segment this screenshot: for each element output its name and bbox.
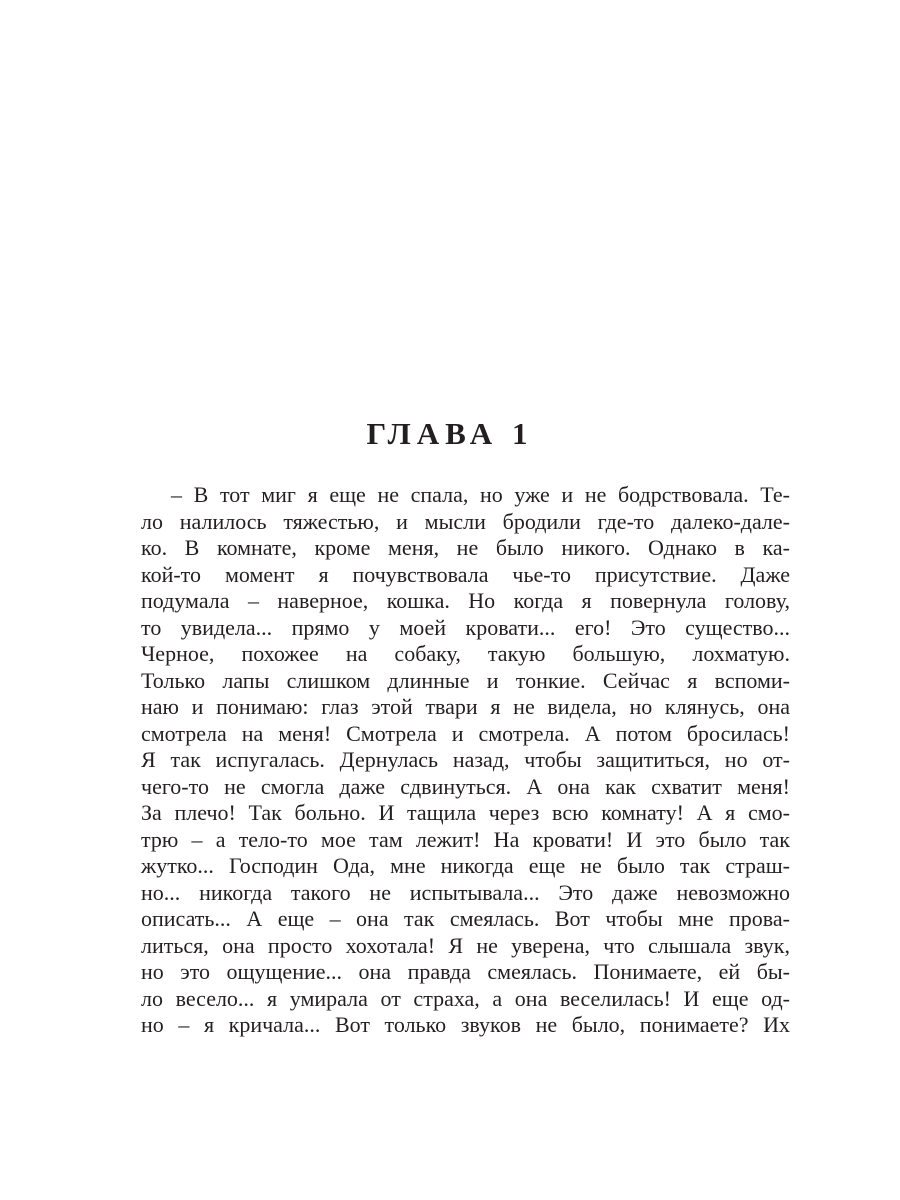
text-line: чего-то не смогла даже сдвинуться. А она как схватит меня! — [141, 773, 790, 799]
text-line: ло весело... я умирала от страха, а она веселилась! И еще од- — [141, 985, 790, 1011]
text-line: жутко... Господин Ода, мне никогда еще не было так страш- — [141, 853, 790, 878]
text-line: подумала – наверное, кошка. Но когда я повернула голову, — [141, 588, 790, 613]
text-line: литься, она просто хохотала! Я не уверена, что слышала звук, — [141, 932, 790, 958]
text-line: Черное, похожее на собаку, такую большую, лохматую. — [141, 641, 790, 666]
text-line: смотрела на меня! Смотрела и смотрела. А потом бросилась! — [141, 720, 790, 746]
text-line: но... никогда такого не испытывала... Это даже невозможно — [141, 879, 790, 905]
text-line: но это ощущение... она правда смеялась. Понимаете, ей бы- — [141, 959, 790, 984]
text-line: Я так испугалась. Дернулась назад, чтобы защититься, но от- — [141, 747, 790, 772]
text-line: кой-то момент я почувствовала чье-то присутствие. Даже — [141, 561, 790, 587]
text-line: но – я кричала... Вот только звуков не было, понимаете? Их — [141, 1012, 790, 1037]
text-line: Только лапы слишком длинные и тонкие. Сейчас я вспоми- — [141, 667, 790, 693]
text-line: наю и понимаю: глаз этой твари я не видела, но клянусь, она — [141, 694, 790, 719]
text-line: – В тот миг я еще не спала, но уже и не бодрствовала. Те- — [171, 482, 790, 507]
text-line: описать... А еще – она так смеялась. Вот чтобы мне прова- — [141, 906, 790, 931]
text-line: За плечо! Так больно. И тащила через всю комнату! А я смо- — [141, 800, 790, 825]
text-line: трю – а тело-то мое там лежит! На кровати! И это было так — [141, 826, 790, 852]
text-line: то увидела... прямо у моей кровати... его! Это существо... — [141, 614, 790, 640]
chapter-body-text — [141, 482, 790, 1039]
chapter-title: ГЛАВА 1 — [366, 416, 534, 451]
text-line: ло налилось тяжестью, и мысли бродили где-то далеко-дале- — [141, 508, 790, 534]
text-line: ко. В комнате, кроме меня, не было никого. Однако в ка- — [141, 535, 790, 560]
